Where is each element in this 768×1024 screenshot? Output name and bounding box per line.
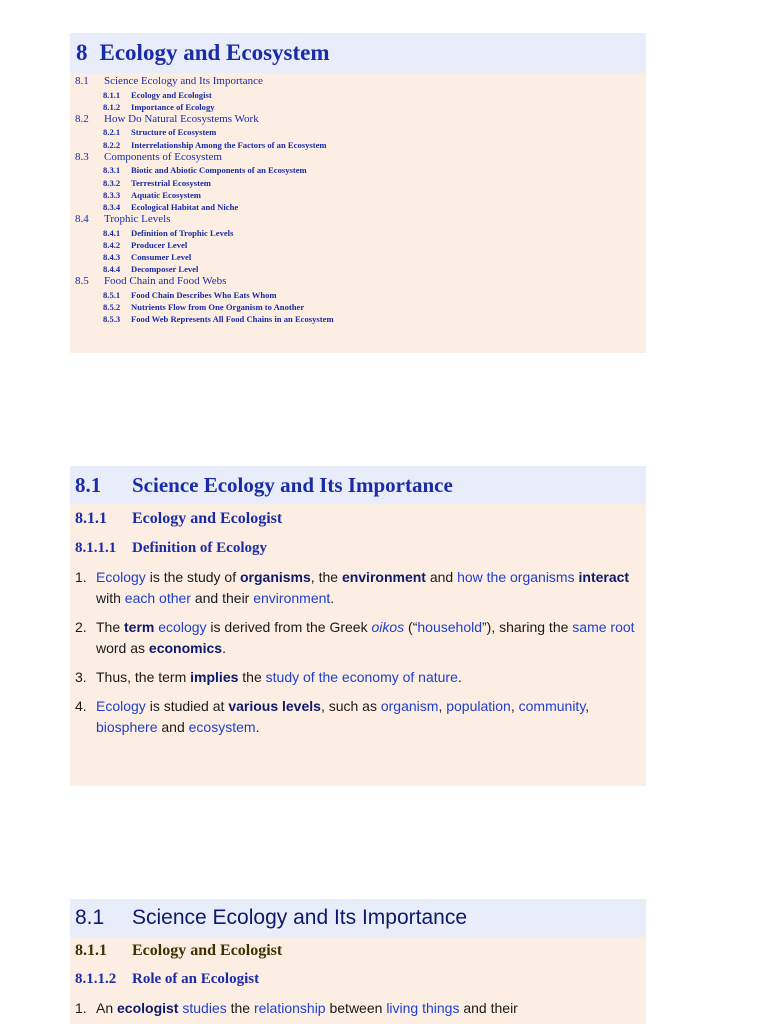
text-run: An xyxy=(96,1000,118,1016)
toc-subsection[interactable] xyxy=(75,101,646,113)
role-slide xyxy=(70,899,646,1024)
toc-subsection-title: Importance of Ecology xyxy=(131,101,215,112)
toc-subsection-number: 8.4.1 xyxy=(103,227,121,238)
toc-subsection[interactable] xyxy=(75,227,646,239)
text-run: Ecology xyxy=(96,698,146,714)
list-item xyxy=(75,667,642,688)
text-run: , xyxy=(510,698,519,714)
text-run: various levels xyxy=(228,698,321,714)
section-header xyxy=(70,466,646,504)
subsubsection-number: 8.1.1.2 xyxy=(75,971,117,987)
toc-subsection-number: 8.1.1 xyxy=(103,89,121,100)
text-run: between xyxy=(325,1000,387,1016)
toc-section-number: 8.5 xyxy=(75,275,89,288)
toc-subsection-number: 8.5.2 xyxy=(103,302,121,313)
toc-subsection[interactable] xyxy=(75,251,646,263)
toc-subsection-title: Producer Level xyxy=(131,239,188,250)
toc-section-title: How Do Natural Ecosystems Work xyxy=(104,112,259,125)
subsection-heading xyxy=(70,504,646,534)
text-run: the xyxy=(238,669,266,685)
text-run: is derived from the Greek xyxy=(206,619,372,635)
section-number: 8.1 xyxy=(75,472,102,497)
list-number: 4. xyxy=(75,698,87,714)
toc-section[interactable] xyxy=(75,75,646,89)
text-run: organisms xyxy=(239,569,311,585)
subsection-title: Ecology and Ecologist xyxy=(132,510,283,527)
toc-subsection-title: Terrestrial Ecosystem xyxy=(131,177,211,188)
toc-section-number: 8.3 xyxy=(75,150,89,163)
text-run: study of the economy of nature xyxy=(265,669,458,685)
subsubsection-title: Definition of Ecology xyxy=(132,540,267,556)
text-run: with xyxy=(96,590,125,606)
table-of-contents xyxy=(70,73,646,326)
subsection-heading xyxy=(70,937,646,965)
text-run: and xyxy=(425,569,458,585)
toc-section-number: 8.2 xyxy=(75,112,89,125)
subsection-number: 8.1.1 xyxy=(75,510,107,527)
text-run: , such as xyxy=(320,698,381,714)
text-run: household xyxy=(417,619,483,635)
list-item xyxy=(75,617,642,659)
definition-list xyxy=(70,563,646,738)
toc-subsection[interactable] xyxy=(75,164,646,176)
list-number: 1. xyxy=(75,569,87,585)
toc-subsection-title: Nutrients Flow from One Organism to Another xyxy=(131,302,305,313)
subsection-title: Ecology and Ecologist xyxy=(132,942,283,959)
text-run: studies xyxy=(182,1000,227,1016)
subsubsection-heading xyxy=(70,534,646,563)
toc-section-number: 8.1 xyxy=(75,75,89,87)
text-run: (“ xyxy=(404,619,418,635)
toc-subsection-title: Aquatic Ecosystem xyxy=(131,189,201,200)
text-run: ecologist xyxy=(117,1000,179,1016)
text-run: term xyxy=(124,619,155,635)
text-run: . xyxy=(457,669,462,685)
toc-subsection[interactable] xyxy=(75,177,646,189)
chapter-title: Ecology and Ecosystem xyxy=(99,40,330,65)
toc-subsection-title: Definition of Trophic Levels xyxy=(131,227,234,238)
list-number: 3. xyxy=(75,669,87,685)
toc-subsection[interactable] xyxy=(75,239,646,251)
toc-subsection-title: Ecology and Ecologist xyxy=(131,89,212,100)
text-run: word as xyxy=(96,640,149,656)
text-run: and their xyxy=(190,590,254,606)
toc-section[interactable] xyxy=(75,275,646,289)
list-item xyxy=(75,567,642,609)
chapter-number: 8 xyxy=(76,40,88,65)
subsubsection-number: 8.1.1.1 xyxy=(75,540,117,556)
text-run: Thus, the term xyxy=(96,669,191,685)
toc-subsection-number: 8.2.1 xyxy=(103,127,121,138)
toc-subsection-number: 8.3.3 xyxy=(103,189,121,200)
role-list xyxy=(70,994,646,1019)
text-run: , xyxy=(438,698,447,714)
text-run: is the study of xyxy=(145,569,240,585)
subsubsection-heading xyxy=(70,965,646,994)
text-run: community xyxy=(518,698,586,714)
toc-subsection-number: 8.3.2 xyxy=(103,177,121,188)
toc-section[interactable] xyxy=(75,213,646,227)
text-run: . xyxy=(255,719,260,735)
list-text xyxy=(96,667,642,688)
text-run: Ecology xyxy=(96,569,146,585)
toc-slide xyxy=(70,33,646,353)
text-run: biosphere xyxy=(96,719,158,735)
text-run: oikos xyxy=(371,619,405,635)
toc-subsection-number: 8.5.1 xyxy=(103,289,121,300)
toc-subsection[interactable] xyxy=(75,263,646,275)
toc-subsection-number: 8.4.3 xyxy=(103,252,121,263)
list-item xyxy=(75,696,642,738)
text-run: living things xyxy=(386,1000,460,1016)
text-run: , the xyxy=(310,569,342,585)
toc-subsection-title: Consumer Level xyxy=(131,252,192,263)
text-run: ecology xyxy=(158,619,207,635)
list-text xyxy=(96,998,642,1019)
toc-subsection-title: Food Web Represents All Food Chains in an Ecosystem xyxy=(131,314,334,325)
toc-section[interactable] xyxy=(75,151,646,165)
list-number: 1. xyxy=(75,1000,87,1016)
toc-subsection[interactable] xyxy=(75,313,646,325)
text-run: economics xyxy=(148,640,223,656)
toc-subsection[interactable] xyxy=(75,89,646,101)
text-run: ecosystem xyxy=(188,719,256,735)
toc-section-title: Science Ecology and Its Importance xyxy=(104,75,263,87)
toc-subsection-number: 8.3.4 xyxy=(103,201,121,212)
toc-subsection-number: 8.4.4 xyxy=(103,264,121,275)
list-number: 2. xyxy=(75,619,87,635)
toc-subsection-title: Structure of Ecosystem xyxy=(131,127,217,138)
text-run: ”), sharing the xyxy=(482,619,573,635)
text-run: interact xyxy=(578,569,630,585)
toc-subsection-title: Ecological Habitat and Niche xyxy=(131,201,239,212)
definition-slide xyxy=(70,466,646,786)
toc-section-number: 8.4 xyxy=(75,213,89,226)
toc-subsection-number: 8.4.2 xyxy=(103,239,121,250)
text-run: how the organisms xyxy=(457,569,575,585)
text-run: organism xyxy=(380,698,439,714)
text-run: . xyxy=(330,590,335,606)
toc-section-title: Food Chain and Food Webs xyxy=(104,275,227,288)
text-run: the xyxy=(226,1000,254,1016)
toc-subsection[interactable] xyxy=(75,301,646,313)
list-text xyxy=(96,567,642,609)
list-item xyxy=(75,998,642,1019)
subsubsection-title: Role of an Ecologist xyxy=(132,971,260,987)
toc-subsection-title: Decomposer Level xyxy=(131,264,199,275)
toc-subsection[interactable] xyxy=(75,201,646,213)
toc-subsection-title: Interrelationship Among the Factors of an Ecosystem xyxy=(131,139,327,150)
toc-subsection-number: 8.2.2 xyxy=(103,139,121,150)
toc-subsection-number: 8.1.2 xyxy=(103,101,121,112)
toc-subsection[interactable] xyxy=(75,289,646,301)
text-run: environment xyxy=(341,569,426,585)
list-text xyxy=(96,617,642,659)
section-title: Science Ecology and Its Importance xyxy=(132,472,453,497)
toc-subsection-number: 8.5.3 xyxy=(103,314,121,325)
text-run: relationship xyxy=(253,1000,326,1016)
text-run: and their xyxy=(459,1000,518,1016)
list-text xyxy=(96,696,642,738)
text-run: implies xyxy=(190,669,239,685)
section-number: 8.1 xyxy=(75,906,105,929)
chapter-header xyxy=(70,33,646,73)
text-run: , xyxy=(585,698,590,714)
toc-subsection-number: 8.3.1 xyxy=(103,165,121,176)
toc-section[interactable] xyxy=(75,113,646,127)
text-run: . xyxy=(222,640,226,656)
text-run: The xyxy=(96,619,125,635)
toc-section-title: Trophic Levels xyxy=(104,213,171,226)
text-run: is studied at xyxy=(145,698,229,714)
toc-subsection[interactable] xyxy=(75,189,646,201)
toc-subsection-title: Biotic and Abiotic Components of an Ecosystem xyxy=(131,165,307,176)
toc-subsection[interactable] xyxy=(75,139,646,151)
section-header xyxy=(70,899,646,937)
toc-subsection[interactable] xyxy=(75,126,646,138)
toc-section-title: Components of Ecosystem xyxy=(104,150,222,163)
section-title: Science Ecology and Its Importance xyxy=(132,906,468,929)
text-run: each other xyxy=(124,590,191,606)
toc-subsection-title: Food Chain Describes Who Eats Whom xyxy=(131,289,277,300)
subsection-number: 8.1.1 xyxy=(75,942,107,959)
text-run: same root xyxy=(572,619,635,635)
text-run: environment xyxy=(253,590,331,606)
text-run: population xyxy=(446,698,511,714)
text-run: and xyxy=(157,719,189,735)
